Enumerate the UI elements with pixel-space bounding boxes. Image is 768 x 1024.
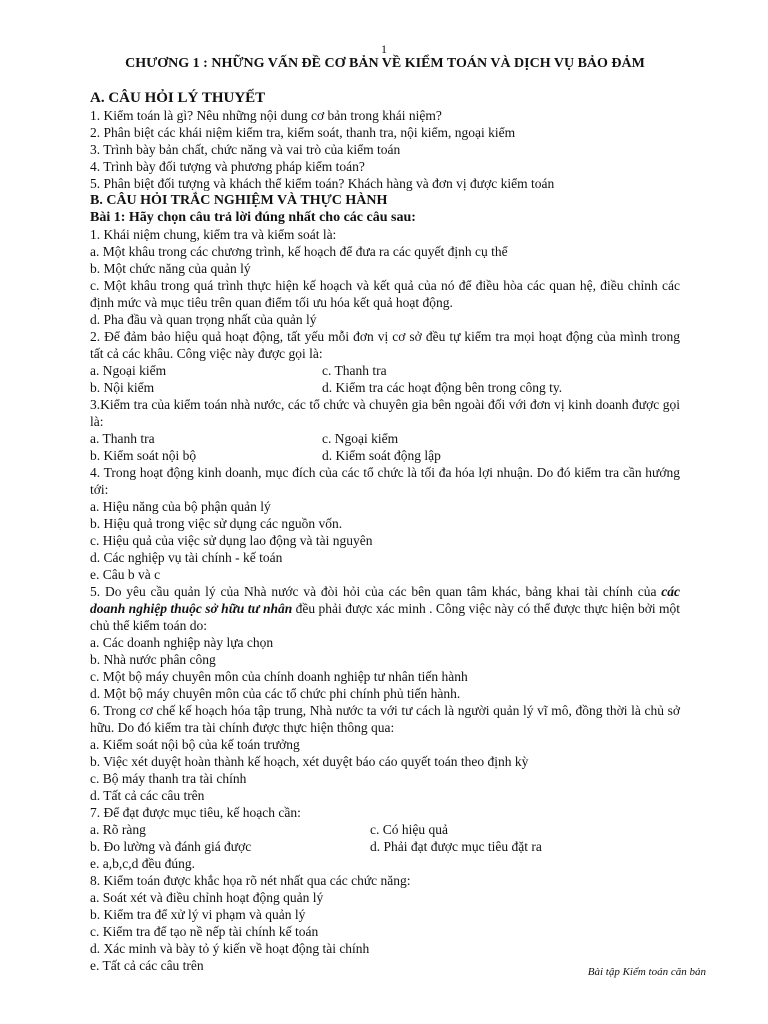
question-stem-part: 5. Do yêu cầu quản lý của Nhà nước và đòi hỏi của các bên quan tâm khác, bảng khai tài chính của [90, 584, 662, 599]
answer-option: c. Một bộ máy chuyên môn của chính doanh nghiệp tư nhân tiến hành [90, 669, 468, 684]
theory-question: 1. Kiểm toán là gì? Nêu những nội dung cơ bản trong khái niệm? [90, 108, 442, 123]
question-stem: 7. Để đạt được mục tiêu, kế hoạch cần: [90, 805, 301, 820]
question-stem-emphasis: các doanh nghiệp thuộc sở hữu tư nhân [90, 584, 680, 616]
answer-option: c. Một khâu trong quá trình thực hiện kế hoạch và kết quả của nó để điều hòa các quan hệ, điều chỉnh các định mức và mục tiêu trên quan điểm tối ưu hóa kết quả hoạt động. [90, 278, 680, 310]
answer-option: b. Nhà nước phân công [90, 652, 216, 667]
question-stem-part: đều phải được xác minh . Công việc này có thể được thực hiện bởi một chủ thể kiểm toán do: [90, 601, 680, 633]
answer-option: d. Xác minh và bày tỏ ý kiến về hoạt động tài chính [90, 941, 370, 956]
question-stem [90, 583, 680, 634]
question-stem: 8. Kiểm toán được khắc họa rõ nét nhất qua các chức năng: [90, 873, 411, 888]
answer-option: a. Hiệu năng của bộ phận quản lý [90, 499, 271, 514]
answer-option: a. Soát xét và điều chỉnh hoạt động quản lý [90, 890, 324, 905]
answer-option: e. a,b,c,d đều đúng. [90, 856, 195, 871]
answer-option: d. Phải đạt được mục tiêu đặt ra [370, 839, 542, 854]
answer-option: d. Một bộ máy chuyên môn của các tổ chức phi chính phủ tiến hành. [90, 686, 461, 701]
answer-option: c. Thanh tra [322, 363, 387, 378]
answer-option: d. Kiểm tra các hoạt động bên trong công ty. [322, 380, 563, 395]
answer-option: a. Một khâu trong các chương trình, kế hoạch để đưa ra các quyết định cụ thể [90, 244, 508, 259]
answer-option: a. Thanh tra [90, 431, 155, 446]
answer-row [90, 838, 680, 855]
question-stem: 6. Trong cơ chế kế hoạch hóa tập trung, Nhà nước ta với tư cách là người quản lý vĩ mô, đồng thời là chủ sở hữu. Do đó kiểm tra tài chính được thực hiện thông qua: [90, 703, 680, 735]
answer-option: c. Có hiệu quả [370, 822, 448, 837]
answer-option: d. Các nghiệp vụ tài chính - kế toán [90, 550, 283, 565]
theory-question: 2. Phân biệt các khái niệm kiểm tra, kiểm soát, thanh tra, nội kiểm, ngoại kiểm [90, 125, 516, 140]
answer-option: c. Ngoại kiểm [322, 431, 399, 446]
answer-option: b. Một chức năng của quản lý [90, 261, 251, 276]
question-stem: 3.Kiểm tra của kiểm toán nhà nước, các tổ chức và chuyên gia bên ngoài đối với đơn vị kinh doanh được gọi là: [90, 397, 680, 429]
answer-option: b. Kiểm tra để xử lý vi phạm và quản lý [90, 907, 306, 922]
answer-row [90, 430, 680, 447]
answer-option: b. Đo lường và đánh giá được [90, 839, 252, 854]
question-stem: 1. Khái niệm chung, kiểm tra và kiểm soát là: [90, 227, 337, 242]
page-number: 1 [381, 42, 387, 56]
section-a-heading: A. CÂU HỎI LÝ THUYẾT [90, 90, 266, 106]
answer-option: d. Pha đầu và quan trọng nhất của quản lý [90, 312, 317, 327]
answer-option: a. Các doanh nghiệp này lựa chọn [90, 635, 274, 650]
page-footer: Bài tập Kiểm toán căn bản [587, 966, 706, 978]
answer-option: b. Hiệu quả trong việc sử dụng các nguồn vốn. [90, 516, 343, 531]
theory-question: 3. Trình bày bản chất, chức năng và vai trò của kiểm toán [90, 142, 401, 157]
answer-option: c. Hiệu quả của việc sử dụng lao động và tài nguyên [90, 533, 373, 548]
answer-row [90, 821, 680, 838]
exercise-title: Bài 1: Hãy chọn câu trả lời đúng nhất cho các câu sau: [90, 210, 416, 225]
question-stem: 2. Để đảm bảo hiệu quả hoạt động, tất yếu mỗi đơn vị cơ sở đều tự kiểm tra mọi hoạt động của mình trong tất cả các khâu. Công việc này được gọi là: [90, 329, 680, 361]
answer-row [90, 379, 680, 396]
answer-row [90, 447, 680, 464]
document-body [90, 55, 680, 974]
answer-option: b. Nội kiểm [90, 380, 155, 395]
answer-option: e. Tất cả các câu trên [90, 958, 204, 973]
answer-option: c. Bộ máy thanh tra tài chính [90, 771, 247, 786]
answer-option: a. Rõ ràng [90, 822, 146, 837]
answer-option: b. Việc xét duyệt hoàn thành kế hoạch, xét duyệt báo cáo quyết toán theo định kỳ [90, 754, 529, 769]
theory-question: 5. Phân biệt đối tượng và khách thể kiểm toán? Khách hàng và đơn vị được kiểm toán [90, 176, 555, 191]
answer-row [90, 362, 680, 379]
chapter-title: CHƯƠNG 1 : NHỮNG VẤN ĐỀ CƠ BẢN VỀ KIỂM TOÁN VÀ DỊCH VỤ BẢO ĐẢM [125, 56, 645, 71]
theory-question: 4. Trình bày đối tượng và phương pháp kiểm toán? [90, 159, 365, 174]
question-stem: 4. Trong hoạt động kinh doanh, mục đích của các tổ chức là tối đa hóa lợi nhuận. Do đó kiểm tra cần hướng tới: [90, 465, 680, 497]
section-b-heading: B. CÂU HỎI TRẮC NGHIỆM VÀ THỰC HÀNH [90, 193, 388, 208]
answer-option: d. Kiểm soát động lập [322, 448, 441, 463]
answer-option: a. Ngoại kiểm [90, 363, 167, 378]
answer-option: b. Kiểm soát nội bộ [90, 448, 197, 463]
answer-option: a. Kiểm soát nội bộ của kế toán trưởng [90, 737, 300, 752]
answer-option: c. Kiểm tra để tạo nề nếp tài chính kế toán [90, 924, 319, 939]
answer-option: e. Câu b và c [90, 567, 161, 582]
answer-option: d. Tất cả các câu trên [90, 788, 205, 803]
